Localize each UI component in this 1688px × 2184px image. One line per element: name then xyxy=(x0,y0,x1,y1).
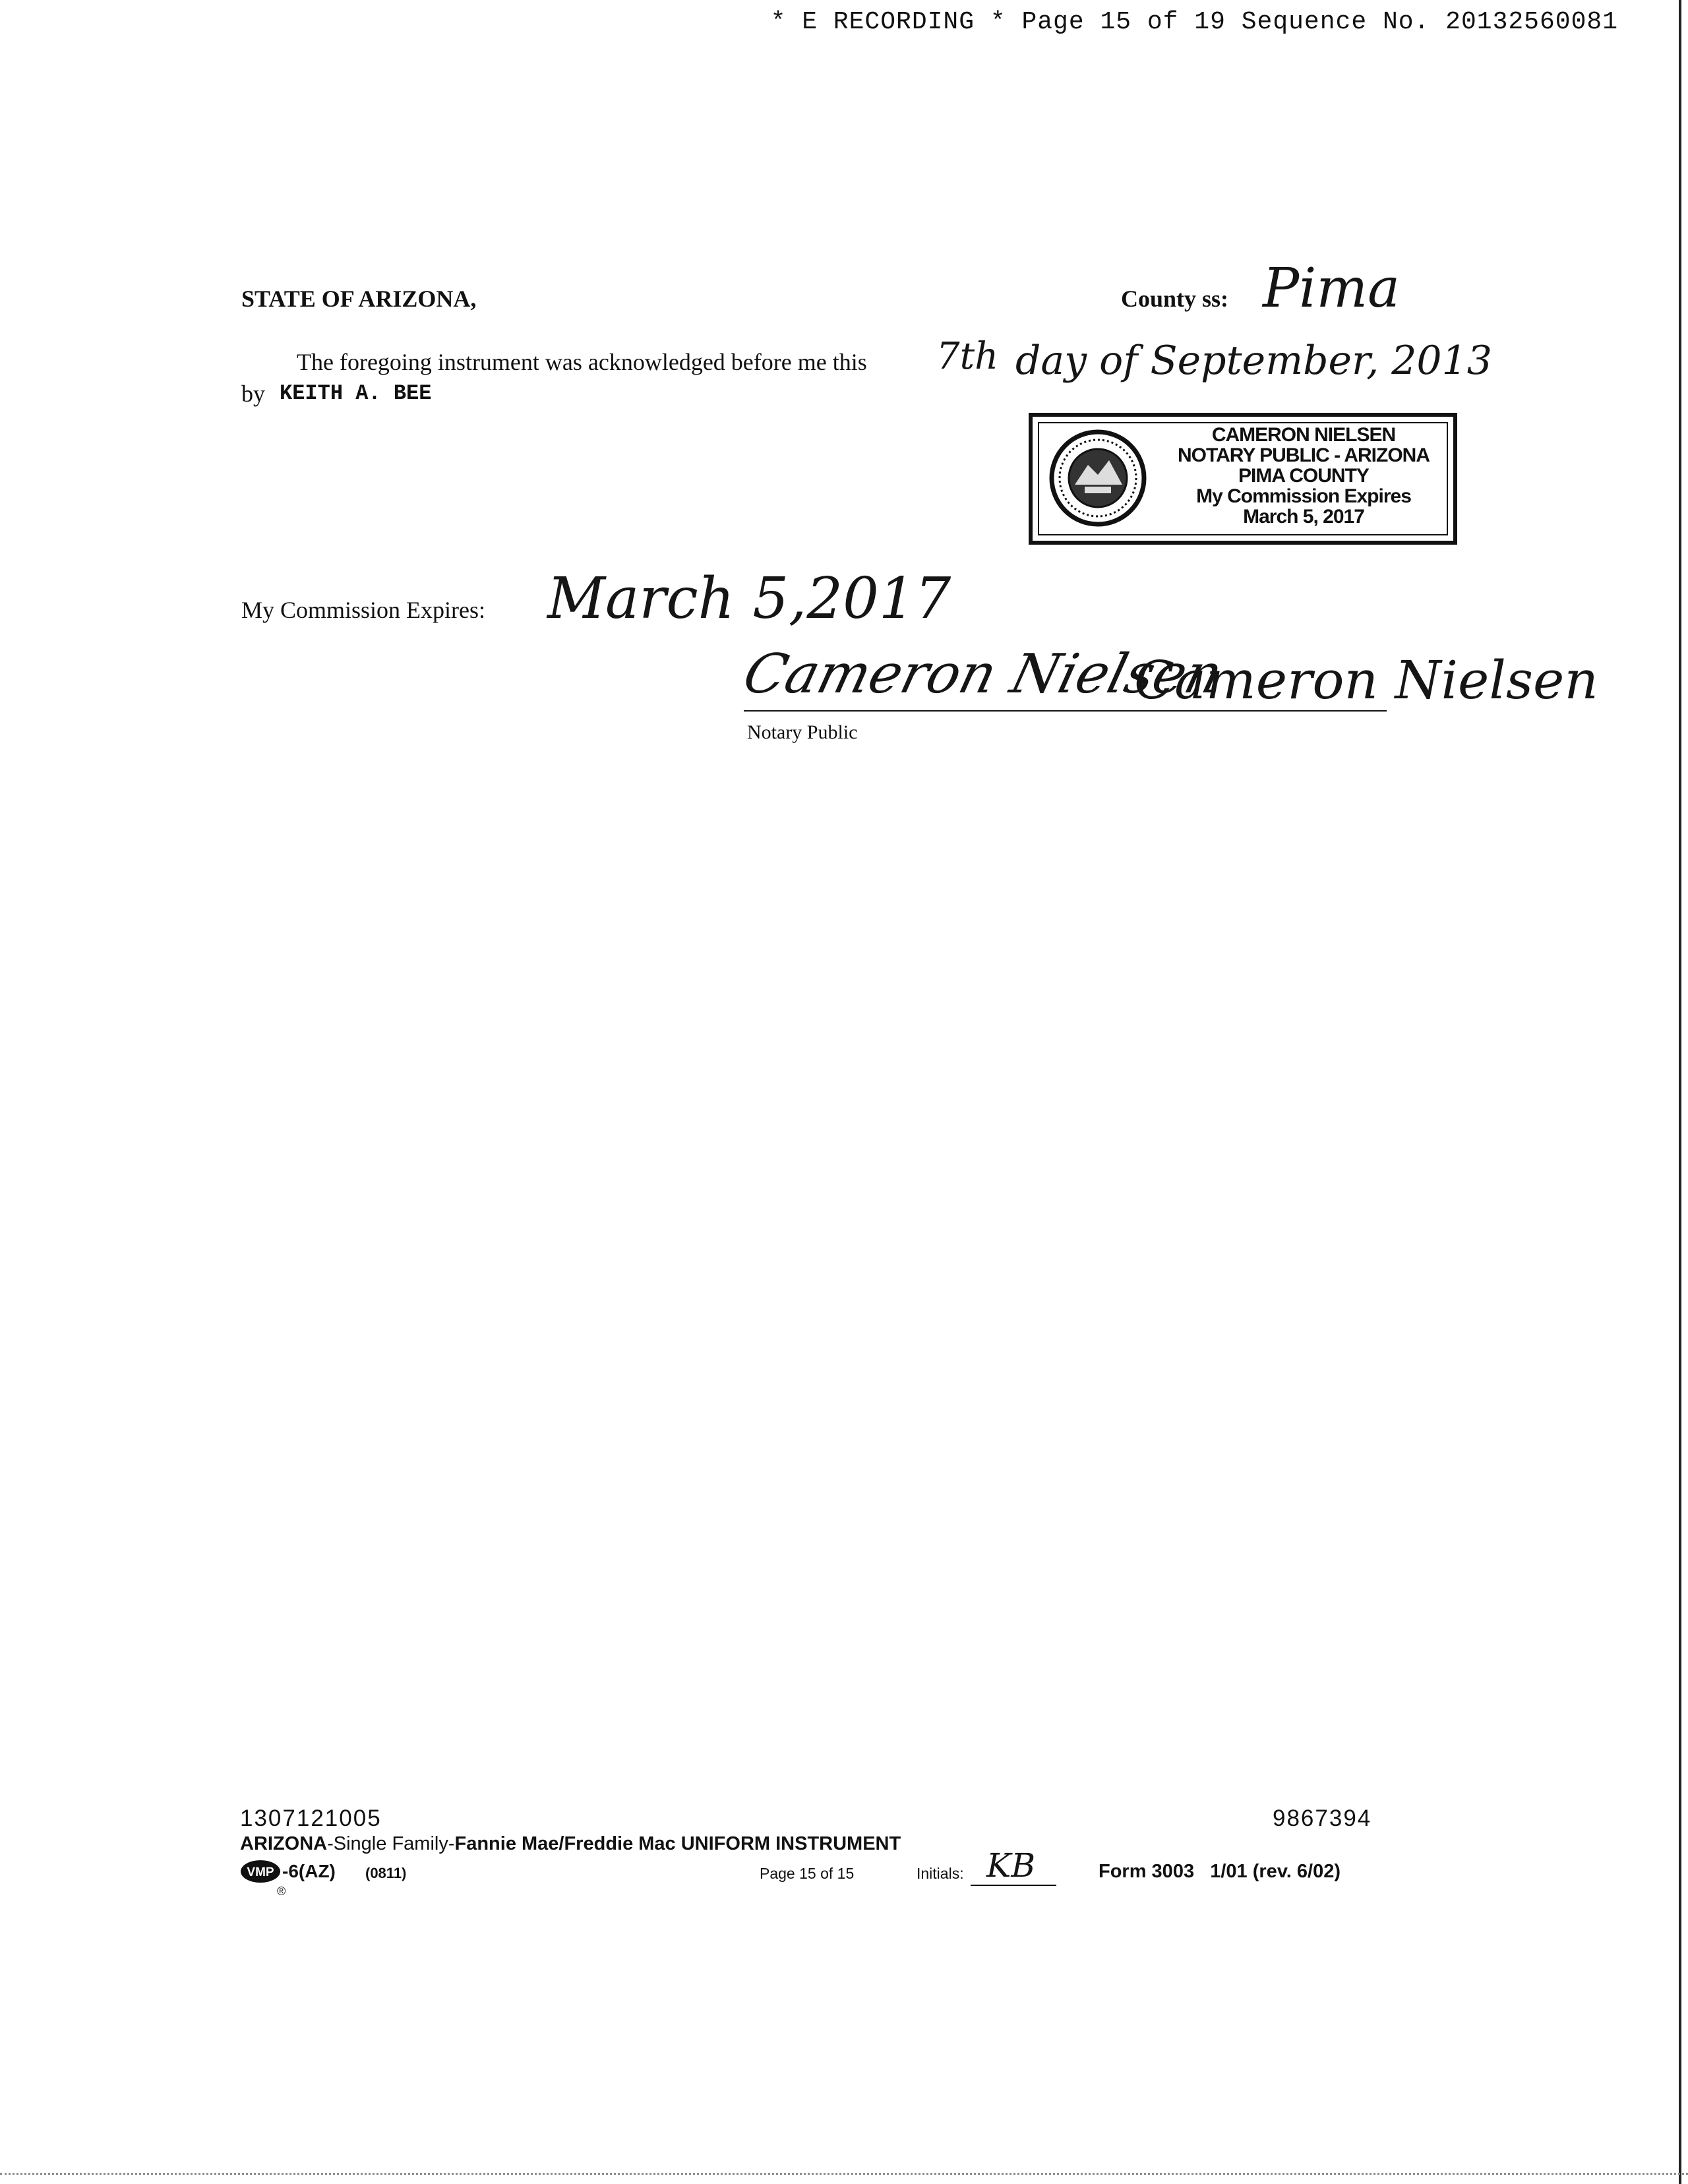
page-right-edge xyxy=(1679,0,1681,2184)
form-description xyxy=(240,1833,901,1855)
form-state: ARIZONA xyxy=(240,1833,328,1854)
acknowledgment-statement: The foregoing instrument was acknowledged before me this xyxy=(297,349,867,375)
recording-header: * E RECORDING * Page 15 of 19 Sequence No. 20132560081 xyxy=(770,8,1618,36)
page-number: Page 15 of 15 xyxy=(760,1865,855,1882)
initials-label: Initials: xyxy=(917,1865,964,1882)
stamp-line-title: NOTARY PUBLIC - ARIZONA xyxy=(1178,444,1430,466)
notary-signature: Cameron Nielsen xyxy=(737,643,1229,706)
commission-date-handwritten: March 5,2017 xyxy=(547,566,951,632)
initials-line xyxy=(971,1885,1056,1886)
stamp-line-expires-label: My Commission Expires xyxy=(1196,485,1411,507)
printed-name-handwritten: Cameron Nielsen xyxy=(1134,650,1598,711)
county-label: County ss: xyxy=(1121,286,1229,312)
county-handwritten: Pima xyxy=(1263,257,1401,320)
date-handwritten: day of September, 2013 xyxy=(1015,338,1492,384)
signature-line xyxy=(744,710,1387,712)
stamp-line-expires-date: March 5, 2017 xyxy=(1243,506,1364,528)
vmp-version: (0811) xyxy=(365,1865,407,1881)
stamp-line-name: CAMERON NIELSEN xyxy=(1211,424,1396,446)
day-handwritten: 7th xyxy=(936,335,999,378)
vmp-code: -6(AZ) xyxy=(282,1861,336,1881)
signer-name: KEITH A. BEE xyxy=(280,381,432,406)
stamp-line-county: PIMA COUNTY xyxy=(1238,465,1369,487)
stamp-text-block xyxy=(1162,425,1445,527)
form-description-bold: Fannie Mae/Freddie Mac UNIFORM INSTRUMENT xyxy=(454,1833,901,1854)
vmp-logo-icon xyxy=(240,1860,281,1883)
initials-handwritten: KB xyxy=(986,1846,1036,1885)
notary-public-caption: Notary Public xyxy=(747,721,858,743)
notary-stamp xyxy=(1029,413,1457,545)
document-number: 9867394 xyxy=(1273,1805,1372,1831)
by-label: by xyxy=(241,380,265,407)
form-number: Form 3003 1/01 (rev. 6/02) xyxy=(1099,1861,1341,1882)
page-bottom-edge xyxy=(0,2173,1688,2175)
form-description-light: -Single Family- xyxy=(327,1833,455,1854)
loan-number: 1307121005 xyxy=(240,1805,382,1831)
state-seal-icon xyxy=(1048,429,1147,528)
vmp-logo-text: VMP xyxy=(247,1866,274,1879)
commission-label: My Commission Expires: xyxy=(241,597,486,623)
registered-mark: ® xyxy=(277,1885,286,1898)
state-heading: STATE OF ARIZONA, xyxy=(241,286,477,312)
